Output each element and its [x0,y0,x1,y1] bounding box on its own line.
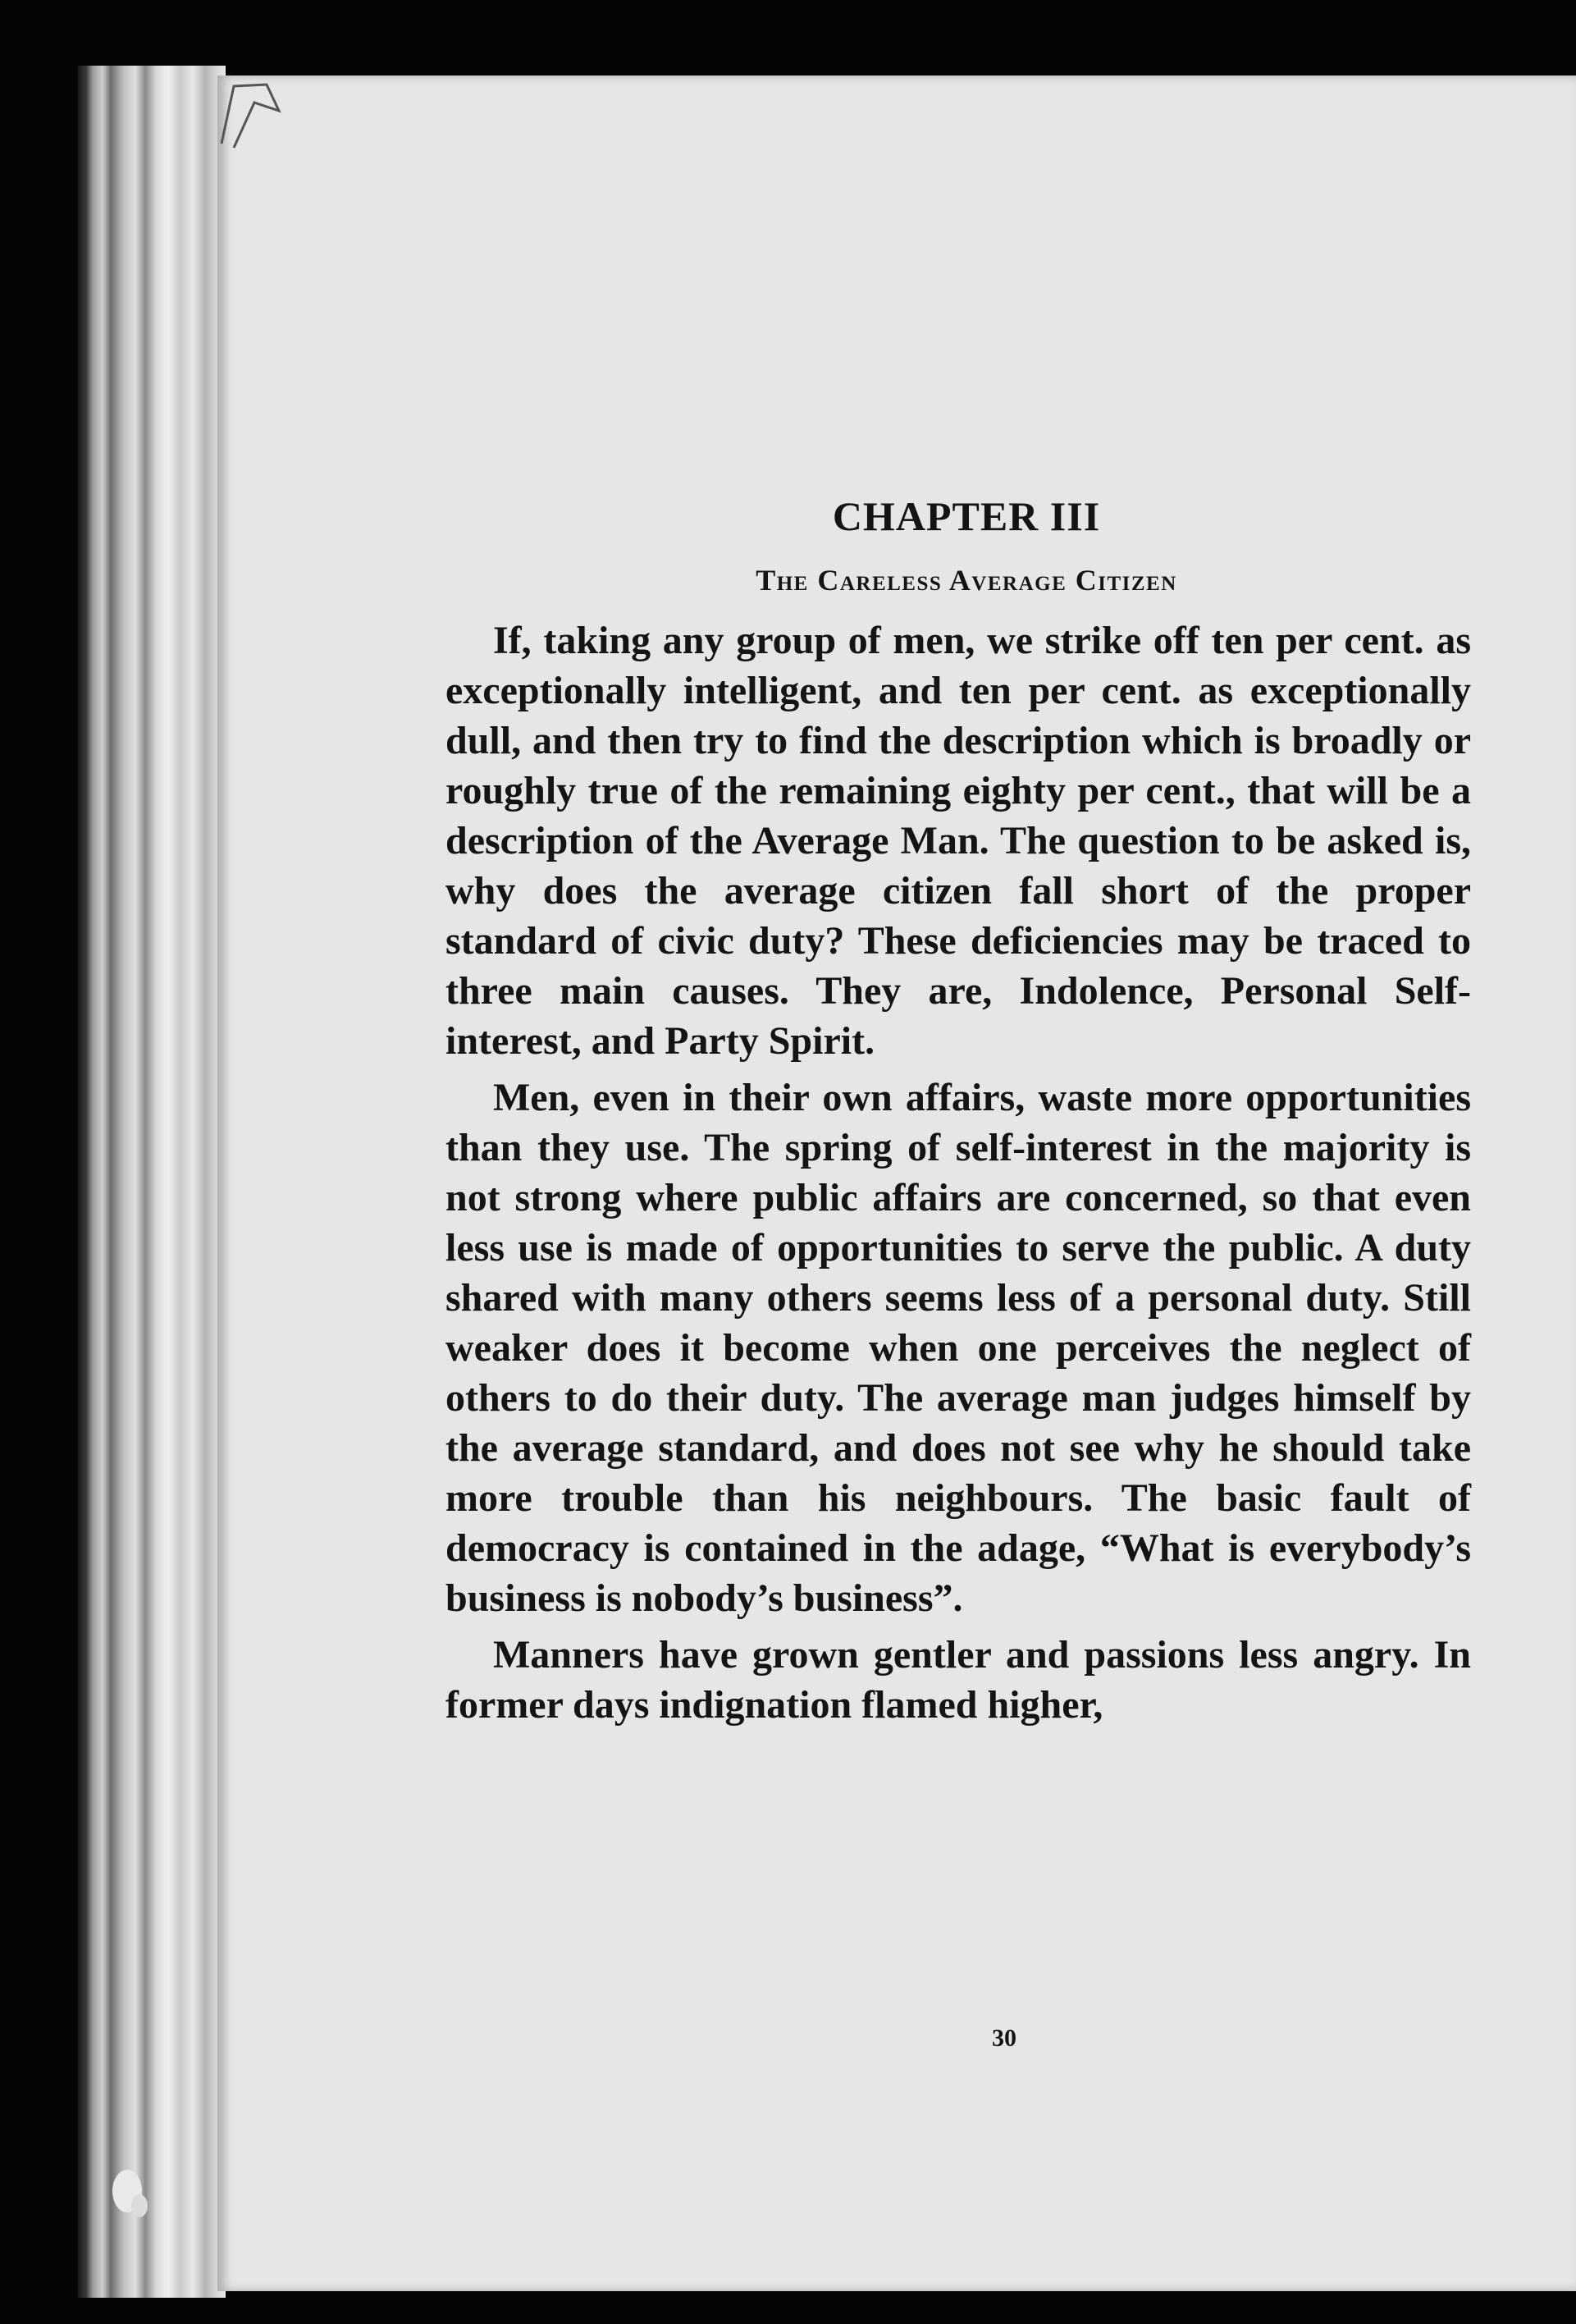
book-binding-edge [78,66,226,2298]
page-number: 30 [992,2024,1016,2052]
scan-speck-mark [107,2166,156,2224]
body-paragraph: Manners have grown gentler and passions less angry. In former days indignation flamed higher, [445,1633,1471,1727]
page-corner-fold-mark [217,78,291,152]
chapter-text-block [445,492,1471,1736]
body-paragraph: Men, even in their own affairs, waste more opportunities than they use. The spring of self-interest in the majority is not strong where public affairs are concerned, so that even less use is made of opportunities to serve the public. A duty shared with many others seems less of a personal duty. Still weaker does it become when one perceives the neglect of others to do their duty. The average man judges himself by the average standard, and does not see why he should take more trouble than his neighbours. The basic fault of democracy is contained in the adage, “What is everybody’s business is nobody’s business”. [445,1076,1471,1620]
body-paragraph: If, taking any group of men, we strike off ten per cent. as exceptionally intelligent, and ten per cent. as exceptionally dull, and then try to find the description which is broadly or roughly true of the remaining eighty per cent., that will be a description of the Average Man. The question to be asked is, why does the average citizen fall short of the proper standard of civic duty? These deficiencies may be traced to three main causes. They are, Indolence, Personal Self-interest, and Party Spirit. [445,619,1471,1063]
chapter-heading: CHAPTER III [832,493,1101,539]
chapter-subtitle: The Careless Average Citizen [756,564,1177,597]
